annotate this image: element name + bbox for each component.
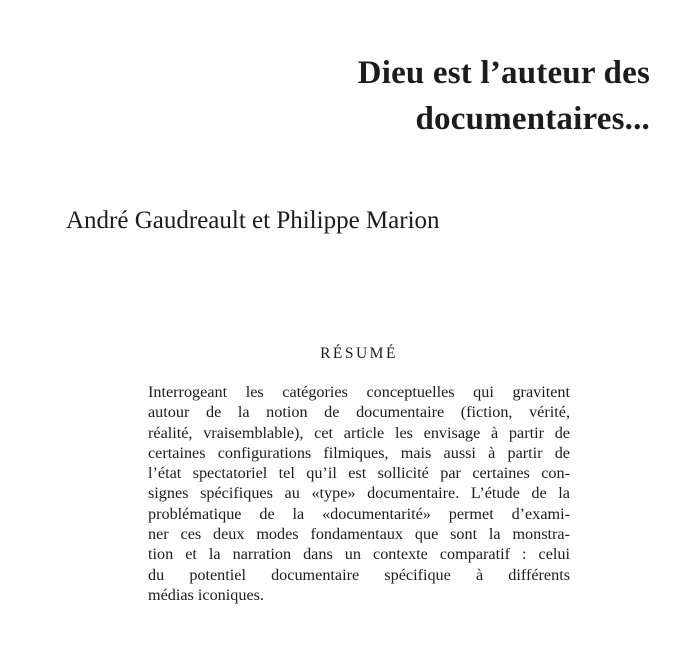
abstract-line: médias iconiques.: [148, 585, 264, 604]
abstract-line: certaines configurations filmiques, mais aussi à partir de: [148, 443, 570, 462]
abstract-line: l’état spectatoriel tel qu’il est sollicité par certaines con-: [148, 464, 570, 483]
abstract-line: du potentiel documentaire spécifique à différents: [148, 565, 570, 584]
abstract-line: réalité, vraisemblable), cet article les envisage à partir de: [148, 423, 570, 442]
abstract-line: ner ces deux modes fondamentaux que sont la monstra-: [148, 525, 570, 544]
abstract-line: autour de la notion de documentaire (fiction, vérité,: [148, 403, 570, 422]
article-authors: André Gaudreault et Philippe Marion: [66, 207, 440, 234]
abstract-body: [148, 382, 570, 605]
article-title-line-1: Dieu est l’auteur des: [357, 55, 650, 91]
abstract-line: signes spécifiques au «type» documentaire. L’étude de la: [148, 484, 570, 503]
article-title: [230, 50, 650, 142]
abstract-line: tion et la narration dans un contexte comparatif : celui: [148, 545, 570, 564]
article-title-line-2: documentaires...: [415, 101, 650, 137]
abstract-line: problématique de la «documentarité» permet d’exami-: [148, 504, 570, 523]
abstract-line: Interrogeant les catégories conceptuelles qui gravitent: [148, 383, 570, 401]
abstract-heading: RÉSUMÉ: [320, 345, 398, 362]
